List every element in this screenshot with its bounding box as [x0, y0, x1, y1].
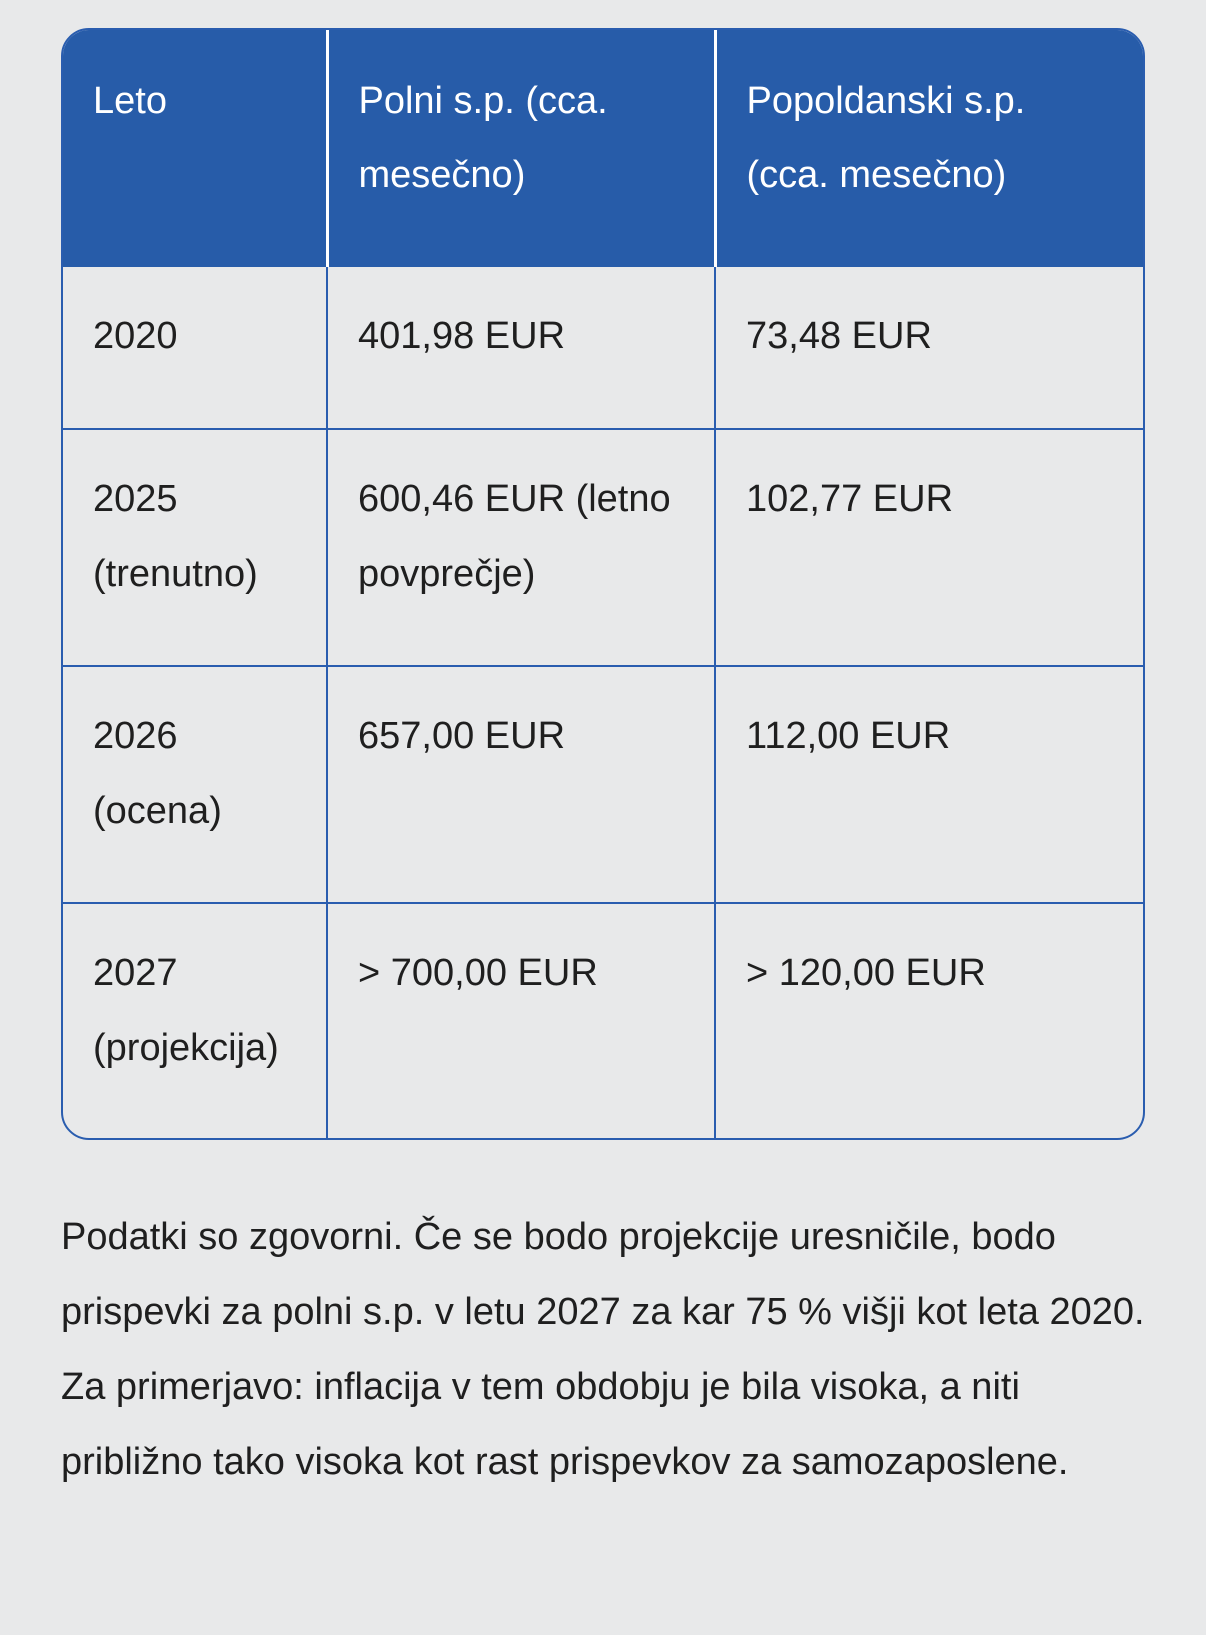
cell-year: 2020 — [93, 315, 178, 357]
header-parttime-sp: Popoldanski s.p. (cca. mesečno) — [715, 30, 1143, 267]
cell-parttime-sp: 102,77 EUR — [715, 429, 1143, 666]
header-year: Leto — [63, 30, 327, 267]
table-row — [63, 429, 1143, 666]
cell-parttime-sp: 112,00 EUR — [715, 666, 1143, 903]
cell-year: 2027 (projekcija) — [63, 903, 327, 1140]
cell-full-sp: 600,46 EUR (letno povprečje) — [327, 429, 715, 666]
cell-parttime-sp: 73,48 EUR — [715, 267, 1143, 429]
table-row — [63, 267, 1143, 429]
cell-year: 2025 (trenutno) — [63, 429, 327, 666]
contributions-table — [63, 30, 1143, 1140]
header-full-sp: Polni s.p. (cca. mesečno) — [327, 30, 715, 267]
cell-parttime-sp: > 120,00 EUR — [715, 903, 1143, 1140]
cell-full-sp: > 700,00 EUR — [327, 903, 715, 1140]
table-row — [63, 903, 1143, 1140]
table-header-row — [63, 30, 1143, 267]
contributions-table-container — [61, 28, 1145, 1140]
cell-year: 2026 (ocena) — [63, 666, 327, 903]
body-paragraph: Podatki so zgovorni. Če se bodo projekcije uresničile, bodo prispevki za polni s.p. v letu 2027 za kar 75 % višji kot leta 2020. Za primerjavo: inflacija v tem obdobju je bila visoka, a niti približno tako visoka kot rast prispevkov za samozaposlene. — [61, 1216, 1145, 1483]
table-row — [63, 666, 1143, 903]
cell-full-sp: 657,00 EUR — [327, 666, 715, 903]
cell-full-sp: 401,98 EUR — [327, 267, 715, 429]
